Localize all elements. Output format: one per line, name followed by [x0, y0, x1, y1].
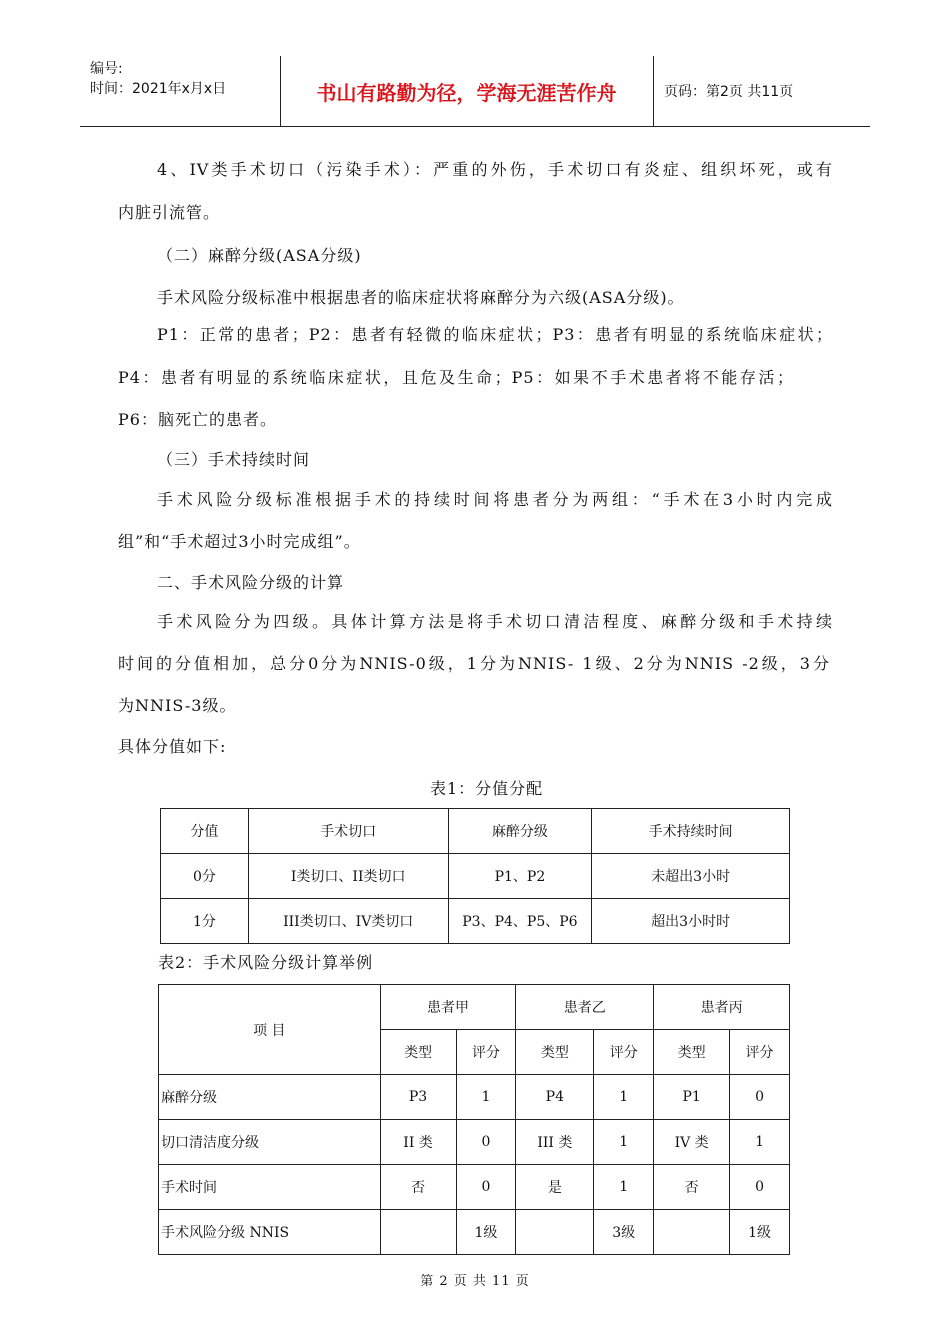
table-row	[161, 854, 790, 899]
paragraph-line: P4：患者有明显的系统临床症状，且危及生命；P5：如果不手术患者将不能存活；	[118, 368, 794, 387]
table-cell: III类切口、IV类切口	[248, 899, 448, 944]
paragraph-line: 时间的分值相加，总分0分为NNIS-0级，1分为NNIS- 1级、2分为NNIS -2级，3分	[118, 654, 830, 673]
table-cell: 0	[730, 1075, 790, 1120]
table-row	[159, 1165, 790, 1210]
table-header-cell: 麻醉分级	[448, 809, 592, 854]
subheader-cell: 评分	[456, 1030, 516, 1075]
table-cell: 1	[594, 1075, 654, 1120]
table-cell: 否	[654, 1165, 730, 1210]
paragraph-line: 手术风险分级标准根据手术的持续时间将患者分为两组：“手术在3小时内完成	[157, 490, 833, 509]
subheader-cell: 类型	[654, 1030, 730, 1075]
patient-header-cell: 患者丙	[654, 985, 790, 1030]
subheader-cell: 评分	[594, 1030, 654, 1075]
table-header-cell: 手术持续时间	[592, 809, 790, 854]
table-cell: 1	[594, 1120, 654, 1165]
paragraph-line: 手术风险分为四级。具体计算方法是将手术切口清洁程度、麻醉分级和手术持续	[157, 612, 833, 631]
table-cell: I类切口、II类切口	[248, 854, 448, 899]
table-cell: 1分	[161, 899, 249, 944]
table-cell: III 类	[516, 1120, 594, 1165]
table2-caption: 表2：手术风险分级计算举例	[158, 953, 374, 972]
section-heading: （三）手术持续时间	[157, 450, 311, 469]
table-cell: 0	[456, 1165, 516, 1210]
table1-caption: 表1：分值分配	[430, 779, 544, 798]
table-cell: II 类	[380, 1120, 456, 1165]
risk-grading-example-table	[158, 984, 790, 1255]
paragraph-line: P1：正常的患者；P2：患者有轻微的临床症状；P3：患者有明显的系统临床症状；	[157, 325, 833, 344]
table-row	[161, 899, 790, 944]
table-cell	[380, 1210, 456, 1255]
patient-header-cell: 患者乙	[516, 985, 654, 1030]
score-allocation-table	[160, 808, 790, 944]
subheader-cell: 类型	[516, 1030, 594, 1075]
number-label: 编号:	[90, 61, 123, 77]
table-cell: 超出3小时时	[592, 899, 790, 944]
paragraph-line: 组”和“手术超过3小时完成组”。	[118, 532, 361, 551]
paragraph-line: 为NNIS-3级。	[118, 696, 237, 715]
table-cell: P4	[516, 1075, 594, 1120]
table-cell: 0分	[161, 854, 249, 899]
table-cell: 1	[456, 1075, 516, 1120]
table-header-row	[159, 985, 790, 1030]
table-cell: 0	[456, 1120, 516, 1165]
table-cell: 未超出3小时	[592, 854, 790, 899]
paragraph-line: 手术风险分级标准中根据患者的临床症状将麻醉分为六级(ASA分级)。	[157, 288, 685, 307]
motto-text: 书山有路勤为径，学海无涯苦作舟	[316, 80, 617, 105]
paragraph-line: 具体分值如下:	[118, 737, 227, 756]
table-cell: 3级	[594, 1210, 654, 1255]
table-cell: P1、P2	[448, 854, 592, 899]
row-label: 手术风险分级 NNIS	[159, 1210, 381, 1255]
section-heading: 二、手术风险分级的计算	[157, 573, 345, 592]
table-cell: P3、P4、P5、P6	[448, 899, 592, 944]
table-cell	[516, 1210, 594, 1255]
table-cell: 1级	[456, 1210, 516, 1255]
header-meta	[80, 56, 281, 126]
subheader-cell: 类型	[380, 1030, 456, 1075]
row-label: 麻醉分级	[159, 1075, 381, 1120]
section-heading: （二）麻醉分级(ASA分级)	[157, 246, 362, 265]
page-footer: 第 2 页 共 11 页	[420, 1274, 530, 1289]
table-row	[159, 1210, 790, 1255]
table-cell: 是	[516, 1165, 594, 1210]
time-label: 时间：2021年x月x日	[90, 81, 227, 97]
document-header	[80, 56, 870, 127]
table-cell: 1级	[730, 1210, 790, 1255]
table-cell: 1	[594, 1165, 654, 1210]
row-label: 手术时间	[159, 1165, 381, 1210]
header-page-info: 页码：第2页 共11页	[664, 84, 794, 100]
table-cell: P1	[654, 1075, 730, 1120]
paragraph-line: 内脏引流管。	[118, 203, 221, 222]
table-row	[159, 1075, 790, 1120]
table-cell: 否	[380, 1165, 456, 1210]
table-header-cell: 分值	[161, 809, 249, 854]
item-header-cell: 项 目	[159, 985, 381, 1075]
table-cell: IV 类	[654, 1120, 730, 1165]
subheader-cell: 评分	[730, 1030, 790, 1075]
table-cell: 0	[730, 1165, 790, 1210]
table-row	[159, 1120, 790, 1165]
table-header-row	[161, 809, 790, 854]
table-cell: P3	[380, 1075, 456, 1120]
paragraph-line: 4、IV类手术切口（污染手术）：严重的外伤，手术切口有炎症、组织坏死，或有	[157, 160, 833, 179]
table-cell	[654, 1210, 730, 1255]
table-header-cell: 手术切口	[248, 809, 448, 854]
table-cell: 1	[730, 1120, 790, 1165]
paragraph-line: P6：脑死亡的患者。	[118, 410, 277, 429]
header-motto	[280, 56, 654, 126]
patient-header-cell: 患者甲	[380, 985, 516, 1030]
row-label: 切口清洁度分级	[159, 1120, 381, 1165]
